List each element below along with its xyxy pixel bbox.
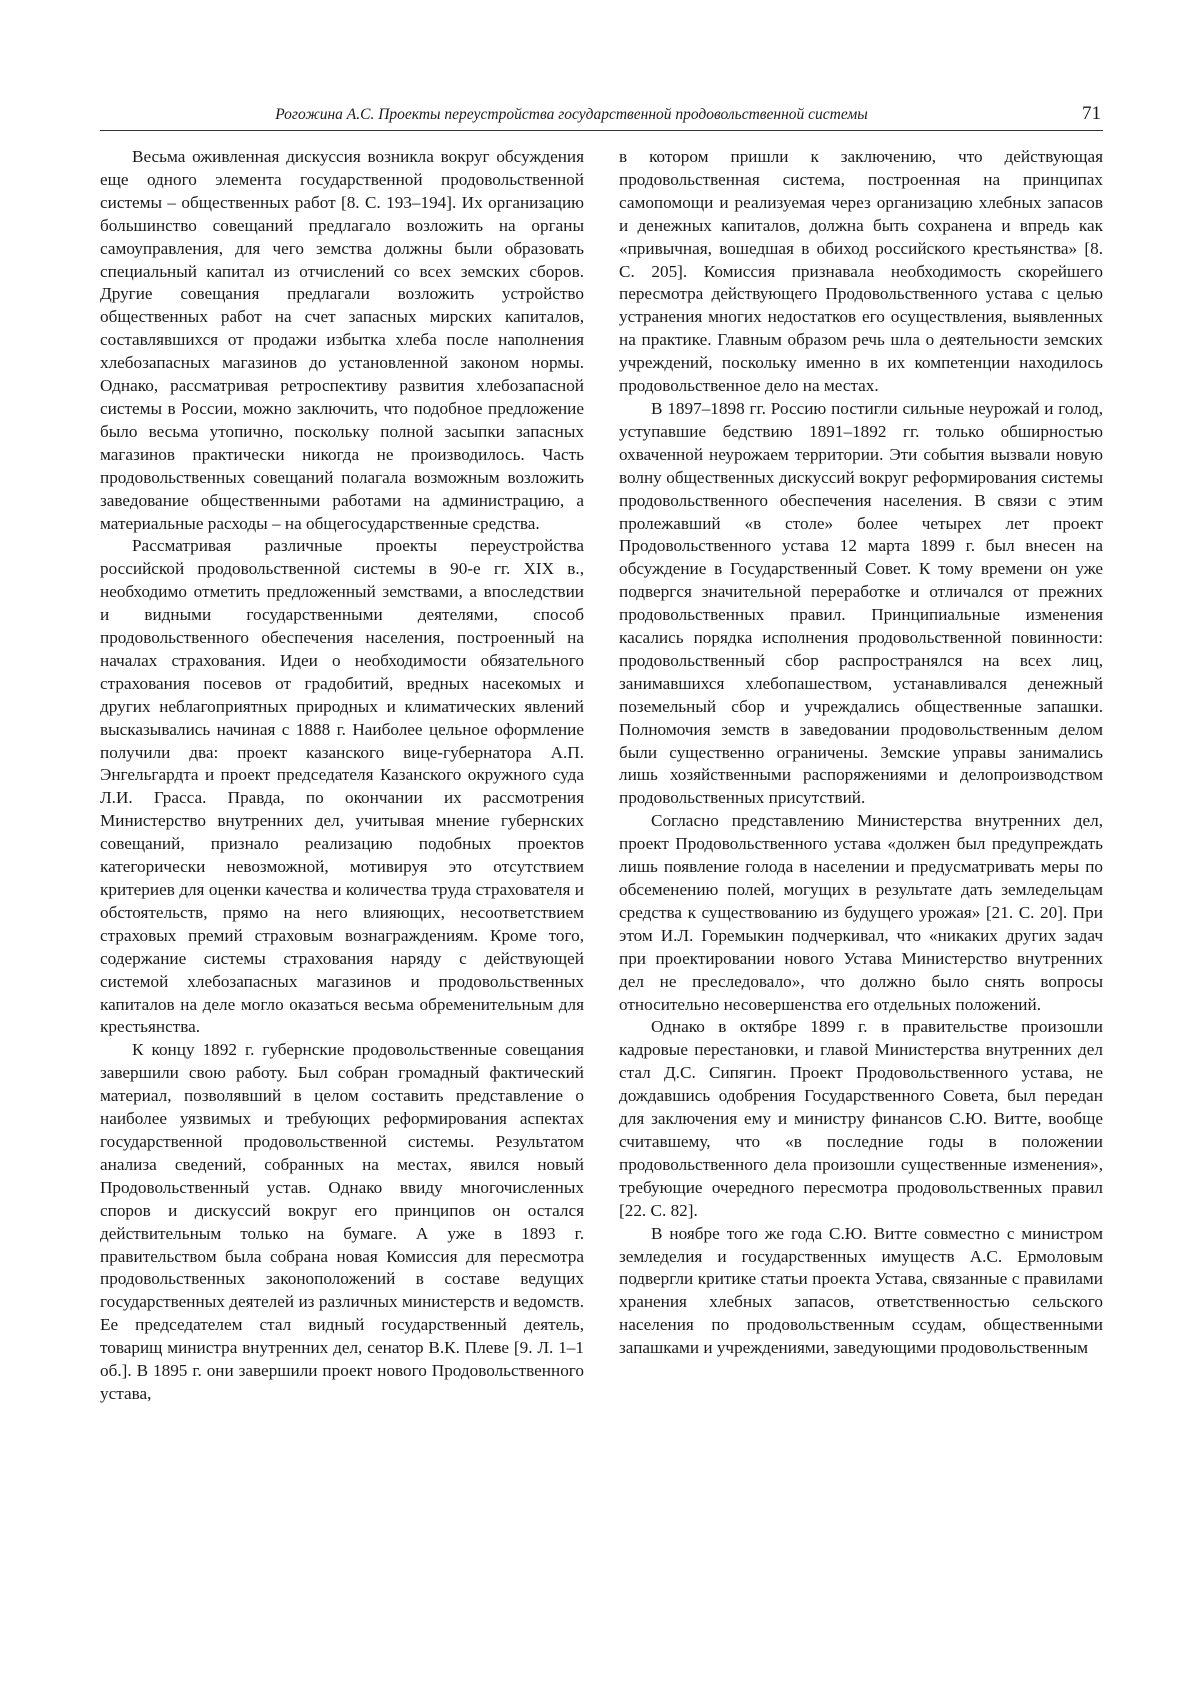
left-column [100, 146, 584, 1651]
page-number: 71 [1082, 103, 1101, 124]
running-title: Рогожина А.С. Проекты переустройства государственной продовольственной системы [275, 106, 868, 123]
paragraph-ministry-interior: Согласно представлению Министерства внутренних дел, проект Продовольственного устава «должен был предупреждать лишь появление голода в населении и предусматривать меры по обсеменению полей, могущих в результате дать земледельцам средства к существованию из будущего урожая» [21. С. 20]. При этом И.Л. Горемыкин подчеркивал, что «никаких других задач при проектировании нового Устава Министерство внутренних дел не преследовало», что должно было снять вопросы относительно несовершенства его отдельных положений. [619, 811, 1103, 1014]
right-column [619, 146, 1103, 1651]
paragraph-november-witte: В ноябре того же года С.Ю. Витте совместно с министром земледелия и государственных имуществ А.С. Ермоловым подвергли критике статьи проекта Устава, связанные с правилами хранения хлебных запасов, ответственностью сельского населения по продовольственным ссудам, общественными запашками и учреждениями, заведующими продовольственным [619, 1223, 1103, 1358]
paragraph-october-1899: Однако в октябре 1899 г. в правительстве произошли кадровые перестановки, и главой Министерства внутренних дел стал Д.С. Сипягин. Проект Продовольственного устава, не дождавшись одобрения Государственного Совета, был передан для заключения ему и министру финансов С.Ю. Витте, вообще считавшему, что «в последние годы в положении продовольственного дела произошли существенные изменения», требующие очередного пересмотра продовольственных правил [22. С. 82]. [619, 1017, 1103, 1220]
paragraph-insurance-projects: Рассматривая различные проекты переустройства российской продовольственной системы в 90-е гг. XIX в., необходимо отметить предложенный земствами, а впоследствии и видными государственными деятелями, способ продовольственного обеспечения населения, построенный на началах страхования. Идеи о необходимости обязательного страхования посевов от градобитий, вредных насекомых и других неблагоприятных природных и климатических явлений высказывались начиная с 1888 г. Наиболее цельное оформление получили два: проект казанского вице-губернатора А.П. Энгельгардта и проект председателя Казанского окружного суда Л.И. Грасса. Правда, по окончании их рассмотрения Министерство внутренних дел, учитывая мнение губернских совещаний, признало реализацию подобных проектов категорически невозможной, мотивируя это отсутствием критериев для оценки качества и количества труда страхователя и обстоятельств, прямо на него влияющих, несоответствием страховых премий страховым вознаграждениям. Кроме того, содержание системы страхования наряду с действующей системой хлебозапасных магазинов и продовольственных капиталов на деле могло оказаться весьма обременительным для крестьянства. [100, 536, 584, 1037]
running-header [100, 104, 1103, 131]
paragraph-continuation: в котором пришли к заключению, что действующая продовольственная система, построенная на принципах самопомощи и реализуемая через организацию хлебных запасов и денежных капиталов, должна быть сохранена и впредь как «привычная, вошедшая в обиход российского крестьянства» [8. С. 205]. Комиссия признавала необходимость скорейшего пересмотра действующего Продовольственного устава с целью устранения многих недостатков его осуществления, выявленных на практике. Главным образом речь шла о деятельности земских учреждений, поскольку именно в их компетенции находилось продовольственное дело на местах. [619, 147, 1103, 396]
paragraph-famine-1897: В 1897–1898 гг. Россию постигли сильные неурожай и голод, уступавшие бедствию 1891–1892 гг. только обширностью охваченной неурожаем территории. Эти события вызвали новую волну общественных дискуссий вокруг реформирования системы продовольственного обеспечения населения. В связи с этим пролежавший «в столе» более четырех лет проект Продовольственного устава 12 марта 1899 г. был внесен на обсуждение в Государственный Совет. К тому времени он уже подвергся значительной переработке и отличался от прежних продовольственных правил. Принципиальные изменения касались порядка исполнения продовольственной повинности: продовольственный сбор распространялся на всех лиц, занимавшихся хлебопашеством, устанавливался денежный поземельный сбор и учреждались общественные запашки. Полномочия земств в заведовании продовольственным делом были существенно ограничены. Земские управы занимались лишь хозяйственными распоряжениями и делопроизводством продовольственных присутствий. [619, 398, 1103, 808]
paragraph-1892-commission: К концу 1892 г. губернские продовольственные совещания завершили свою работу. Был собран громадный фактический материал, позволявший в целом составить представление о наиболее уязвимых и требующих реформирования аспектах государственной продовольственной системы. Результатом анализа сведений, собранных на местах, явился новый Продовольственный устав. Однако ввиду многочисленных споров и дискуссий вокруг его принципов он остался действительным только на бумаге. А уже в 1893 г. правительством была собрана новая Комиссия для пересмотра продовольственных законоположений в составе ведущих государственных деятелей из различных министерств и ведомств. Ее председателем стал видный государственный деятель, товарищ министра внутренних дел, сенатор В.К. Плеве [9. Л. 1–1 об.]. В 1895 г. они завершили проект нового Продовольственного устава, [100, 1040, 584, 1403]
paragraph-public-works: Весьма оживленная дискуссия возникла вокруг обсуждения еще одного элемента государственной продовольственной системы – общественных работ [8. С. 193–194]. Их организацию большинство совещаний предлагало возложить на органы самоуправления, для чего земства должны были образовать специальный капитал из отчислений со всех земских сборов. Другие совещания предлагали возложить устройство общественных работ на счет запасных мирских капиталов, составлявшихся от продажи избытка хлеба после наполнения хлебозапасных магазинов до установленной законом нормы. Однако, рассматривая ретроспективу развития хлебозапасной системы в России, можно заключить, что подобное предложение было весьма утопично, поскольку полной засыпки запасных магазинов практически никогда не производилось. Часть продовольственных совещаний полагала возможным возложить заведование общественными работами на администрацию, а материальные расходы – на общегосударственные средства. [100, 147, 584, 533]
